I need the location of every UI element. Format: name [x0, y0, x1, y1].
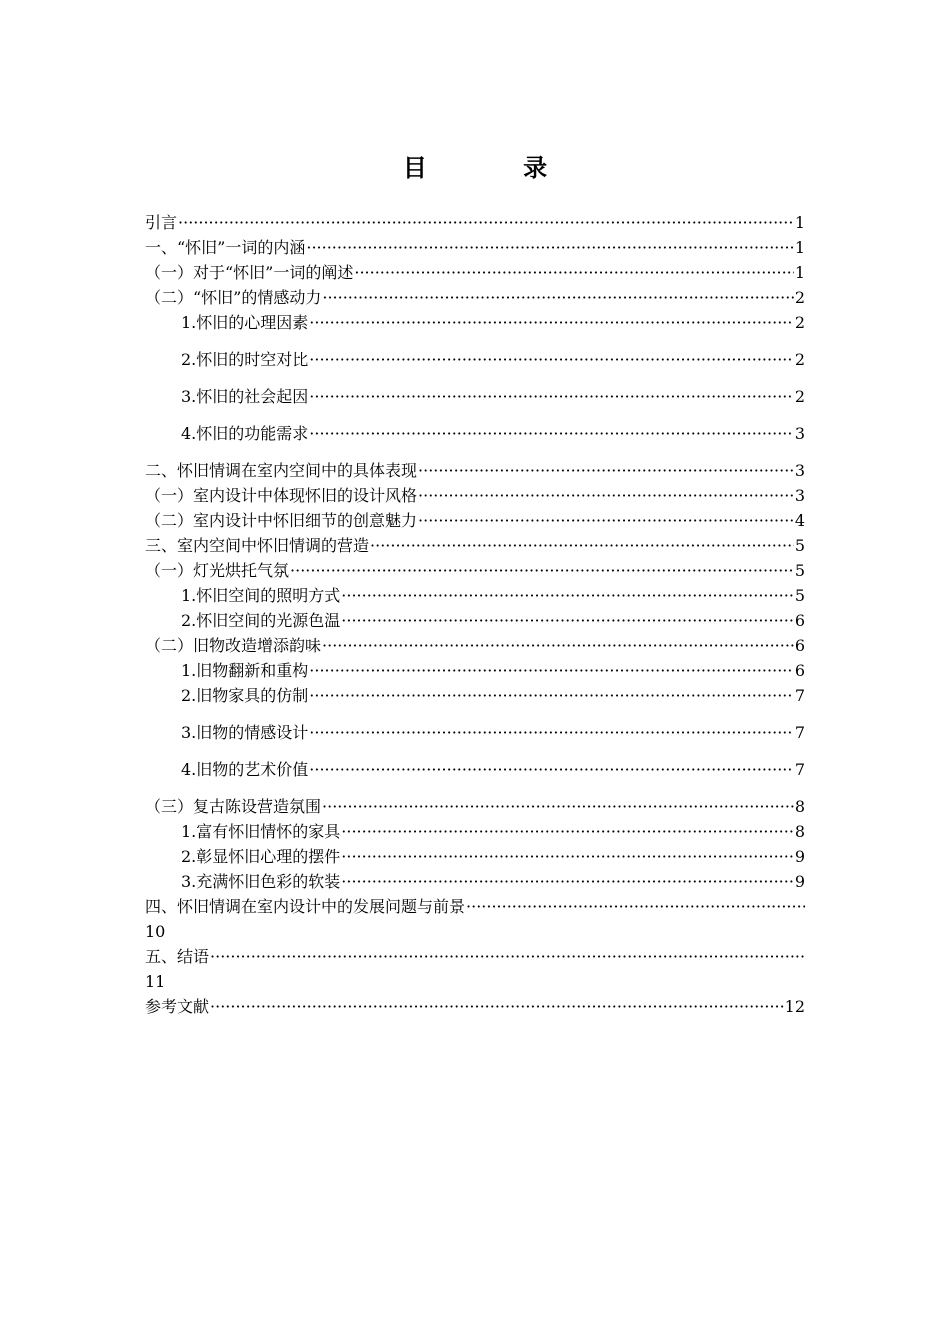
toc-entry-label: 3.充满怀旧色彩的软装	[181, 872, 341, 891]
toc-entry-page: 1	[794, 263, 805, 282]
toc-entry-page: 3	[794, 424, 805, 443]
toc-entry-page: 7	[794, 686, 805, 705]
toc-entry-label: 4.怀旧的功能需求	[181, 424, 309, 443]
dot-leader	[309, 347, 794, 372]
toc-entry-page: 5	[794, 561, 805, 580]
toc-entry-label: （二）室内设计中怀旧细节的创意魅力	[145, 511, 418, 530]
toc-entry-label: 二、怀旧情调在室内空间中的具体表现	[145, 461, 418, 480]
toc-entry-label: （一）对于“怀旧”一词的阐述	[145, 263, 354, 282]
toc-entry-label: 1.怀旧的心理因素	[181, 313, 309, 332]
toc-entry-section-3-2[interactable]	[145, 633, 805, 658]
dot-leader	[309, 421, 794, 446]
toc-entry-label: 2.彰显怀旧心理的摆件	[181, 847, 341, 866]
toc-entry-page: 2	[794, 387, 805, 406]
toc-entry-chapter-3[interactable]	[145, 533, 805, 558]
toc-entry-page: 12	[784, 997, 805, 1016]
toc-entry-section-2-2[interactable]	[145, 508, 805, 533]
dot-leader	[341, 608, 794, 633]
toc-entry-label: （二）旧物改造增添韵味	[145, 636, 322, 655]
toc-entry-label: 四、怀旧情调在室内设计中的发展问题与前景	[145, 897, 466, 916]
dot-leader	[210, 944, 805, 969]
toc-entry-page: 2	[794, 350, 805, 369]
toc-entry-page: 2	[794, 288, 805, 307]
dot-leader	[322, 794, 794, 819]
toc-entry-page: 4	[794, 511, 805, 530]
dot-leader	[309, 384, 794, 409]
toc-entry-page: 1	[794, 238, 805, 257]
toc-entry-label: 五、结语	[145, 947, 210, 966]
toc-entry-label: 2.旧物家具的仿制	[181, 686, 309, 705]
toc-entry-label: 2.怀旧空间的光源色温	[181, 611, 341, 630]
toc-entry-chapter-2[interactable]	[145, 458, 805, 483]
toc-entry-page: 6	[794, 611, 805, 630]
toc-entry-page-wrapped: 10	[145, 922, 166, 941]
dot-leader	[309, 310, 794, 335]
toc-entry-label: （二）“怀旧”的情感动力	[145, 288, 322, 307]
dot-leader	[309, 757, 794, 782]
toc-entry-section-3-1[interactable]	[145, 558, 805, 583]
toc-entry-chapter-1[interactable]	[145, 235, 805, 260]
dot-leader	[466, 894, 805, 919]
toc-entry-item-3-3-2[interactable]	[145, 844, 805, 869]
toc-entry-label: 2.怀旧的时空对比	[181, 350, 309, 369]
toc-entry-label: 参考文献	[145, 997, 210, 1016]
dot-leader	[341, 869, 794, 894]
dot-leader	[341, 844, 794, 869]
toc-entry-section-2-1[interactable]	[145, 483, 805, 508]
dot-leader	[341, 819, 794, 844]
toc-entry-label: （三）复古陈设营造氛围	[145, 797, 322, 816]
toc-entry-page: 3	[794, 486, 805, 505]
toc-entry-label: （一）室内设计中体现怀旧的设计风格	[145, 486, 418, 505]
toc-entry-label: 3.怀旧的社会起因	[181, 387, 309, 406]
toc-entry-label: 1.怀旧空间的照明方式	[181, 586, 341, 605]
toc-entry-chapter-5[interactable]	[145, 944, 805, 969]
toc-entry-page: 8	[794, 797, 805, 816]
table-of-contents	[145, 210, 805, 1019]
toc-entry-item-1-2-3[interactable]	[145, 384, 805, 409]
toc-entry-item-3-2-1[interactable]	[145, 658, 805, 683]
toc-entry-label: 引言	[145, 213, 178, 232]
toc-entry-page: 9	[794, 872, 805, 891]
toc-entry-item-3-1-2[interactable]	[145, 608, 805, 633]
toc-entry-page: 6	[794, 661, 805, 680]
toc-entry-item-1-2-4[interactable]	[145, 421, 805, 446]
page-title: 目 录	[402, 154, 592, 182]
toc-entry-page: 5	[794, 536, 805, 555]
dot-leader	[370, 533, 794, 558]
dot-leader	[306, 235, 793, 260]
toc-entry-page: 3	[794, 461, 805, 480]
toc-entry-label: 1.旧物翻新和重构	[181, 661, 309, 680]
toc-entry-page: 1	[794, 213, 805, 232]
toc-entry-intro[interactable]	[145, 210, 805, 235]
toc-entry-item-3-2-4[interactable]	[145, 757, 805, 782]
toc-entry-item-3-1-1[interactable]	[145, 583, 805, 608]
toc-entry-section-3-3[interactable]	[145, 794, 805, 819]
toc-entry-label: 1.富有怀旧情怀的家具	[181, 822, 341, 841]
toc-entry-item-3-3-1[interactable]	[145, 819, 805, 844]
dot-leader	[418, 508, 794, 533]
dot-leader	[309, 720, 794, 745]
toc-entry-label: 3.旧物的情感设计	[181, 723, 309, 742]
toc-entry-label: 一、“怀旧”一词的内涵	[145, 238, 306, 257]
toc-entry-label: （一）灯光烘托气氛	[145, 561, 290, 580]
dot-leader	[322, 285, 793, 310]
dot-leader	[322, 633, 794, 658]
dot-leader	[210, 994, 784, 1019]
toc-entry-label: 三、室内空间中怀旧情调的营造	[145, 536, 370, 555]
toc-entry-section-1-2[interactable]	[145, 285, 805, 310]
toc-entry-page: 7	[794, 760, 805, 779]
toc-entry-item-1-2-1[interactable]	[145, 310, 805, 335]
toc-entry-item-3-2-3[interactable]	[145, 720, 805, 745]
toc-entry-page: 9	[794, 847, 805, 866]
dot-leader	[418, 483, 794, 508]
toc-entry-chapter-4[interactable]	[145, 894, 805, 919]
toc-entry-references[interactable]	[145, 994, 805, 1019]
toc-entry-label: 4.旧物的艺术价值	[181, 760, 309, 779]
toc-entry-page: 8	[794, 822, 805, 841]
dot-leader	[354, 260, 793, 285]
dot-leader	[290, 558, 794, 583]
toc-entry-page: 2	[794, 313, 805, 332]
toc-entry-page: 5	[794, 586, 805, 605]
toc-entry-section-1-1[interactable]	[145, 260, 805, 285]
dot-leader	[309, 658, 794, 683]
dot-leader	[341, 583, 794, 608]
toc-entry-page: 7	[794, 723, 805, 742]
dot-leader	[309, 683, 794, 708]
toc-entry-item-3-3-3[interactable]	[145, 869, 805, 894]
dot-leader	[418, 458, 794, 483]
dot-leader	[178, 210, 794, 235]
toc-entry-item-3-2-2[interactable]	[145, 683, 805, 708]
toc-entry-page: 6	[794, 636, 805, 655]
toc-entry-page-wrapped: 11	[145, 972, 166, 991]
toc-entry-item-1-2-2[interactable]	[145, 347, 805, 372]
